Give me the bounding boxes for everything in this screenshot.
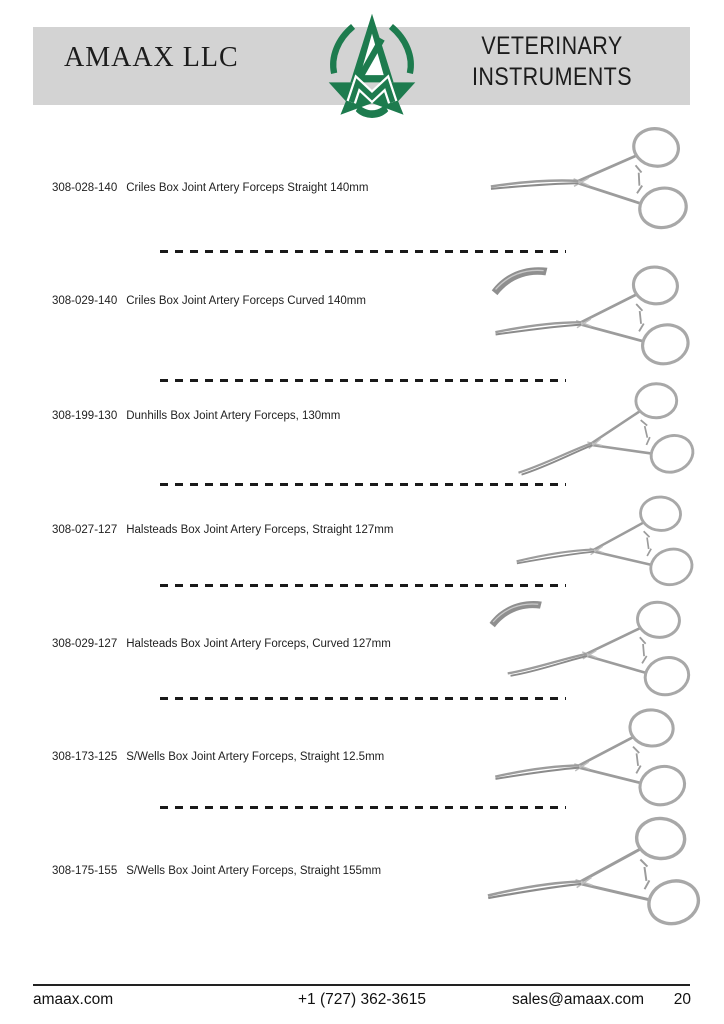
dashed-separator [160,250,566,253]
page-title [466,31,638,92]
amaax-logo-icon [322,12,422,122]
dashed-separator [160,697,566,700]
product-code: 308-029-140 [52,295,118,307]
company-name: AMAAX LLC [64,42,239,73]
product-code: 308-199-130 [52,410,118,422]
page-number: 20 [673,991,691,1008]
product-description: Halsteads Box Joint Artery Forceps, Curved 127mm [126,638,391,650]
product-description: Dunhills Box Joint Artery Forceps, 130mm [126,410,341,422]
product-description: S/Wells Box Joint Artery Forceps, Straight 12.5mm [126,751,385,763]
footer-email: sales@amaax.com [511,991,644,1008]
product-description: Halsteads Box Joint Artery Forceps, Straight 127mm [126,524,394,536]
product-image-straight-forceps [476,126,694,243]
dashed-separator [160,806,566,809]
product-row [52,410,340,422]
product-row [52,524,393,536]
product-row [52,865,381,877]
product-image-curved-forceps [480,268,695,383]
product-code: 308-175-155 [52,865,118,877]
product-description: S/Wells Box Joint Artery Forceps, Straight 155mm [126,865,382,877]
product-code: 308-173-125 [52,751,118,763]
product-code: 308-028-140 [52,182,118,194]
product-row [52,751,384,763]
product-description: Criles Box Joint Artery Forceps Curved 140mm [126,295,366,307]
product-description: Criles Box Joint Artery Forceps Straight 140mm [126,182,369,194]
footer-divider [33,984,690,986]
product-image-curved-forceps [488,602,698,712]
product-code: 308-027-127 [52,524,118,536]
product-code: 308-029-127 [52,638,118,650]
dashed-separator [160,483,566,486]
footer-website: amaax.com [33,991,114,1008]
product-row [52,638,391,650]
product-image-straight-forceps [468,822,708,947]
page-title-line1: VETERINARY [481,32,623,60]
footer-phone: +1 (727) 362-3615 [298,991,426,1008]
page-title-line2: INSTRUMENTS [471,62,633,91]
product-image-straight-forceps [500,500,700,605]
product-row [52,295,366,307]
dashed-separator [160,584,566,587]
dashed-separator [160,379,566,382]
product-row [52,182,368,194]
